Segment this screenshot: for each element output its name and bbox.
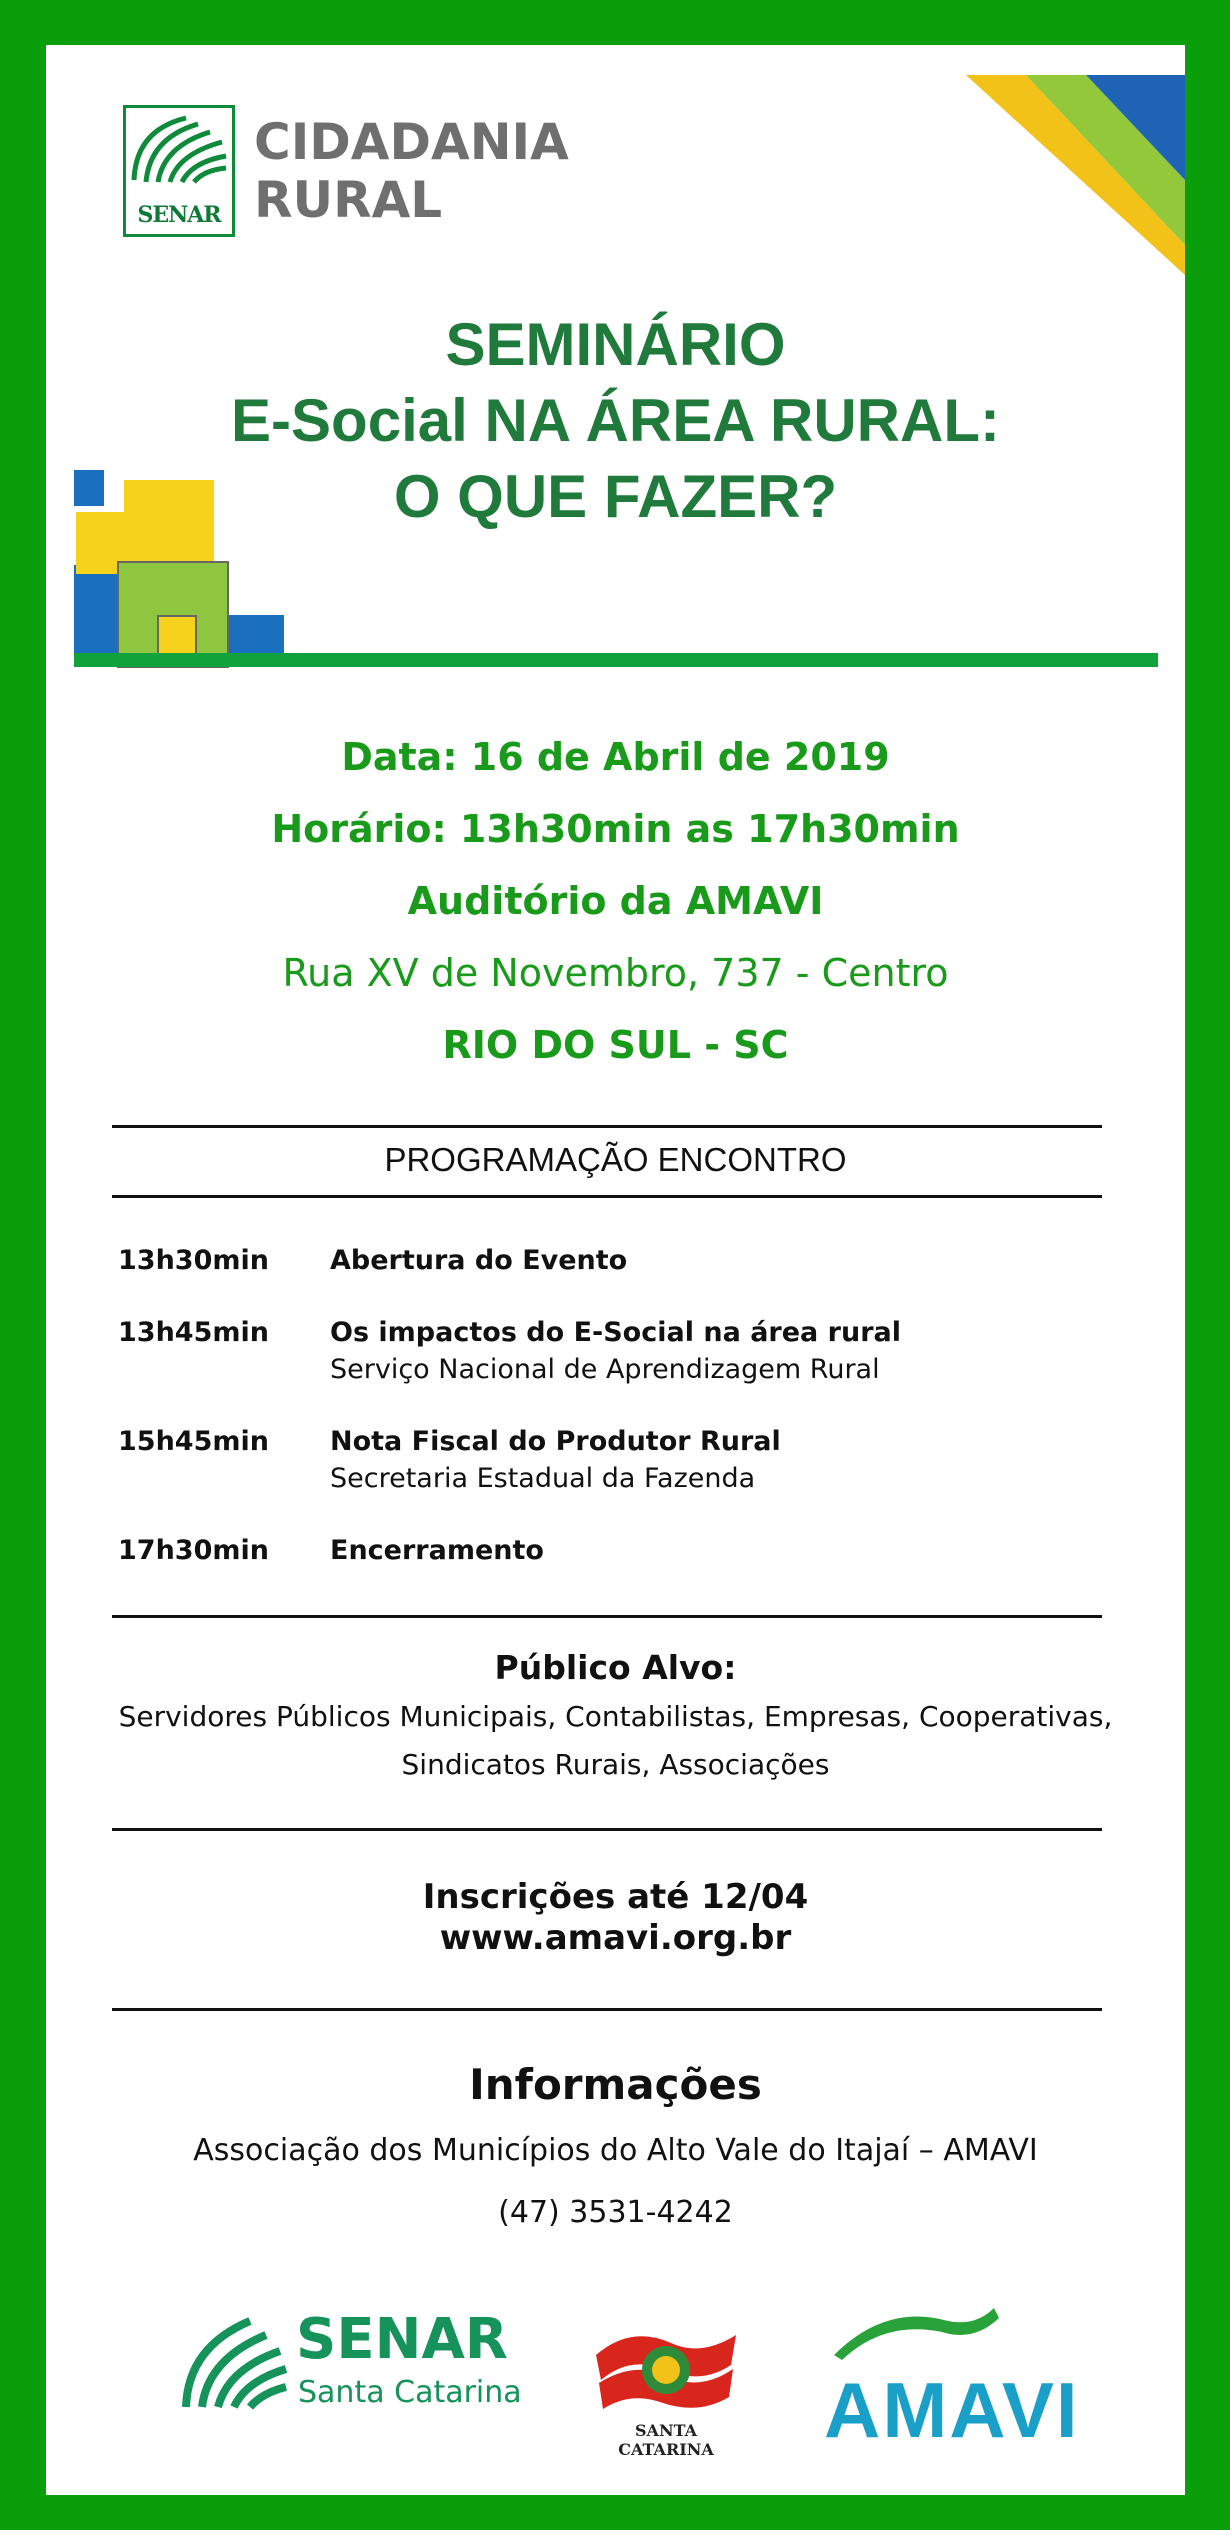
- event-venue: Auditório da AMAVI: [407, 879, 824, 923]
- schedule-time: 15h45min: [118, 1426, 269, 1457]
- senar-logo: [123, 105, 235, 237]
- schedule-subtitle: Secretaria Estadual da Fazenda: [330, 1463, 756, 1494]
- footer-sc-label: SANTA CATARINA: [618, 2421, 714, 2459]
- schedule-time: 13h45min: [118, 1317, 269, 1348]
- schedule-subtitle: Serviço Nacional de Aprendizagem Rural: [330, 1354, 880, 1385]
- rule-program-bottom: [112, 1195, 1102, 1198]
- rule-program-top: [112, 1125, 1102, 1128]
- info-organization: Associação dos Municípios do Alto Vale do Itajaí – AMAVI: [193, 2133, 1038, 2168]
- program-heading: PROGRAMAÇÃO ENCONTRO: [384, 1141, 847, 1178]
- schedule-title: Os impactos do E-Social na área rural: [330, 1317, 901, 1348]
- amavi-logo-icon: [824, 2300, 1024, 2360]
- footer-amavi-name: AMAVI: [824, 2366, 1080, 2454]
- senar-sc-logo-icon: [180, 2307, 290, 2413]
- brand-line-1: CIDADANIA: [254, 113, 569, 171]
- registration-deadline: Inscrições até 12/04: [422, 1877, 809, 1917]
- title-line-2: E-Social NA ÁREA RURAL:: [231, 387, 1000, 454]
- schedule-time: 13h30min: [118, 1245, 269, 1276]
- event-city: RIO DO SUL - SC: [442, 1023, 789, 1067]
- rule-audience-top: [112, 1615, 1102, 1618]
- footer-senar-subtitle: Santa Catarina: [298, 2375, 522, 2410]
- brand-name: [254, 113, 569, 229]
- santa-catarina-flag-icon: [591, 2325, 741, 2415]
- corner-stripes-decoration: [966, 75, 1185, 275]
- event-time: Horário: 13h30min as 17h30min: [271, 807, 960, 851]
- event-date: Data: 16 de Abril de 2019: [341, 735, 890, 779]
- footer-senar-name: SENAR: [296, 2307, 508, 2372]
- audience-heading: Público Alvo:: [494, 1648, 737, 1687]
- title-line-1: SEMINÁRIO: [445, 311, 786, 378]
- info-heading: Informações: [469, 2060, 762, 2109]
- rule-info-top: [112, 2008, 1102, 2011]
- registration-url[interactable]: www.amavi.org.br: [439, 1918, 792, 1958]
- brand-line-2: RURAL: [254, 171, 443, 229]
- title-divider: [74, 653, 1158, 667]
- schedule-title: Nota Fiscal do Produtor Rural: [330, 1426, 781, 1457]
- audience-line-1: Servidores Públicos Municipais, Contabilistas, Empresas, Cooperativas,: [118, 1700, 1113, 1733]
- poster-sheet: [46, 45, 1185, 2495]
- schedule-title: Abertura do Evento: [330, 1245, 628, 1276]
- senar-logo-label: SENAR: [137, 202, 221, 228]
- schedule-time: 17h30min: [118, 1535, 269, 1566]
- event-title: [46, 307, 1185, 535]
- event-address: Rua XV de Novembro, 737 - Centro: [282, 951, 949, 995]
- senar-leaves-icon: [126, 110, 232, 190]
- audience-line-2: Sindicatos Rurais, Associações: [401, 1748, 830, 1781]
- info-phone: (47) 3531-4242: [498, 2195, 733, 2230]
- schedule-title: Encerramento: [330, 1535, 544, 1566]
- rule-registration-top: [112, 1828, 1102, 1831]
- title-line-3: O QUE FAZER?: [393, 463, 838, 530]
